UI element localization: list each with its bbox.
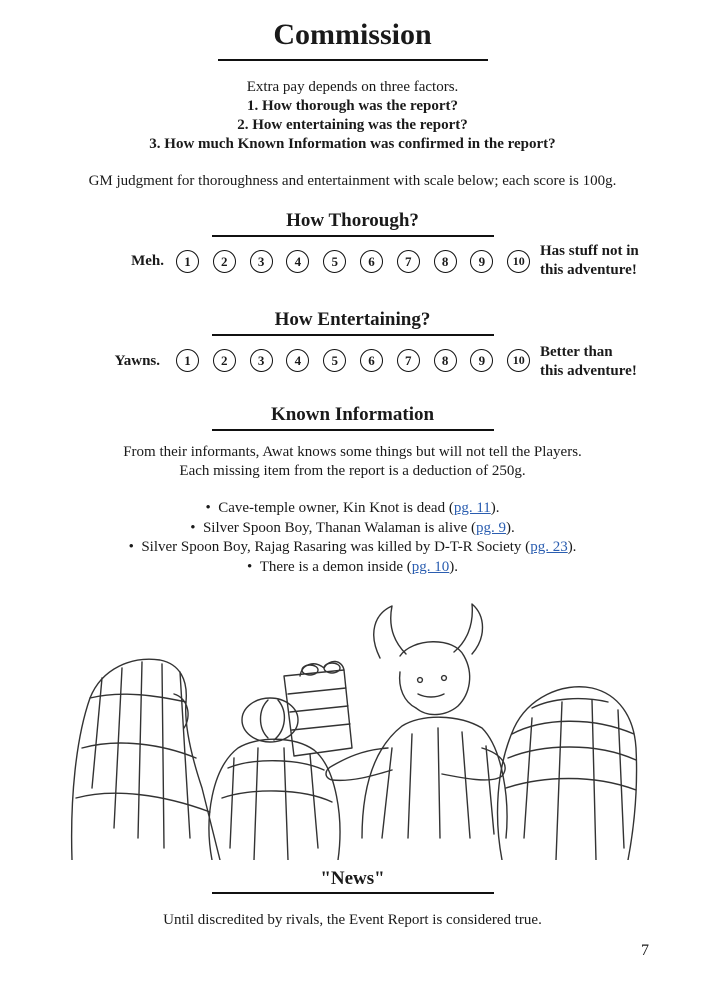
intro-block xyxy=(0,78,705,154)
thorough-heading: How Thorough? xyxy=(286,210,419,231)
entertaining-right-label xyxy=(540,343,680,381)
title-rule xyxy=(218,59,488,61)
thorough-score-1[interactable]: 1 xyxy=(176,250,199,273)
thorough-scale xyxy=(0,242,705,282)
known-list xyxy=(0,499,705,577)
thorough-heading-wrap xyxy=(0,210,705,232)
known-heading: Known Information xyxy=(270,404,435,425)
known-item: • There is a demon inside (pg. 10). xyxy=(0,558,705,578)
known-heading-wrap xyxy=(0,404,705,426)
page-link[interactable]: pg. 23 xyxy=(530,539,568,555)
thorough-score-9[interactable]: 9 xyxy=(470,250,493,273)
thorough-score-6[interactable]: 6 xyxy=(360,250,383,273)
thorough-right-line2: this adventure! xyxy=(540,262,637,278)
known-line-1: From their informants, Awat knows some things but will not tell the Players. xyxy=(123,444,582,460)
middle-figure xyxy=(209,698,340,860)
left-figure xyxy=(72,659,220,860)
thorough-score-8[interactable]: 8 xyxy=(434,250,457,273)
known-item: • Cave-temple owner, Kin Knot is dead (pg. 11). xyxy=(0,499,705,519)
factor-3: 3. How much Known Information was confirmed in the report? xyxy=(149,136,556,152)
thorough-right-line1: Has stuff not in xyxy=(540,243,639,259)
entertaining-heading-wrap xyxy=(0,309,705,331)
thorough-score-2[interactable]: 2 xyxy=(213,250,236,273)
page-link[interactable]: pg. 11 xyxy=(453,500,491,516)
thorough-score-4[interactable]: 4 xyxy=(286,250,309,273)
known-intro xyxy=(0,443,705,481)
entertaining-score-8[interactable]: 8 xyxy=(434,349,457,372)
entertaining-score-3[interactable]: 3 xyxy=(250,349,273,372)
horned-creature xyxy=(284,604,507,838)
entertaining-score-10[interactable]: 10 xyxy=(507,349,530,372)
entertaining-score-7[interactable]: 7 xyxy=(397,349,420,372)
entertaining-scale xyxy=(0,341,705,381)
thorough-score-7[interactable]: 7 xyxy=(397,250,420,273)
page-title: Commission xyxy=(273,18,432,51)
known-item: • Silver Spoon Boy, Thanan Walaman is alive (pg. 9). xyxy=(0,519,705,539)
entertaining-score-5[interactable]: 5 xyxy=(323,349,346,372)
page-link[interactable]: pg. 10 xyxy=(411,558,450,575)
factor-2: 2. How entertaining was the report? xyxy=(237,117,468,133)
thorough-score-3[interactable]: 3 xyxy=(250,250,273,273)
thorough-score-10[interactable]: 10 xyxy=(507,250,530,273)
thorough-left-label: Meh. xyxy=(131,253,164,269)
thorough-right-label xyxy=(540,242,680,280)
news-heading-wrap xyxy=(0,868,705,890)
entertaining-heading: How Entertaining? xyxy=(274,309,431,330)
right-figure xyxy=(498,687,637,860)
intro-text: Extra pay depends on three factors. xyxy=(246,79,459,95)
entertaining-score-1[interactable]: 1 xyxy=(176,349,199,372)
news-rule xyxy=(212,892,494,894)
page-number: 7 xyxy=(641,942,649,959)
known-item: • Silver Spoon Boy, Rajag Rasaring was killed by D-T-R Society (pg. 23). xyxy=(0,538,705,558)
thorough-score-5[interactable]: 5 xyxy=(323,250,346,273)
entertaining-score-9[interactable]: 9 xyxy=(470,349,493,372)
page-link[interactable]: pg. 9 xyxy=(476,519,507,536)
thorough-rule xyxy=(212,235,494,237)
entertaining-score-4[interactable]: 4 xyxy=(286,349,309,372)
entertaining-right-line1: Better than xyxy=(540,344,613,360)
news-text: Until discredited by rivals, the Event Report is considered true. xyxy=(163,912,542,928)
factor-1: 1. How thorough was the report? xyxy=(246,98,459,114)
entertaining-rule xyxy=(212,334,494,336)
illustration xyxy=(62,598,642,860)
entertaining-left-label: Yawns. xyxy=(114,353,160,369)
news-heading: "News" xyxy=(320,868,385,889)
entertaining-right-line2: this adventure! xyxy=(540,363,637,379)
gm-note: GM judgment for thoroughness and entertainment with scale below; each score is 100g. xyxy=(88,173,617,189)
known-line-2: Each missing item from the report is a deduction of 250g. xyxy=(179,463,526,479)
entertaining-score-2[interactable]: 2 xyxy=(213,349,236,372)
known-rule xyxy=(212,429,494,431)
entertaining-score-6[interactable]: 6 xyxy=(360,349,383,372)
